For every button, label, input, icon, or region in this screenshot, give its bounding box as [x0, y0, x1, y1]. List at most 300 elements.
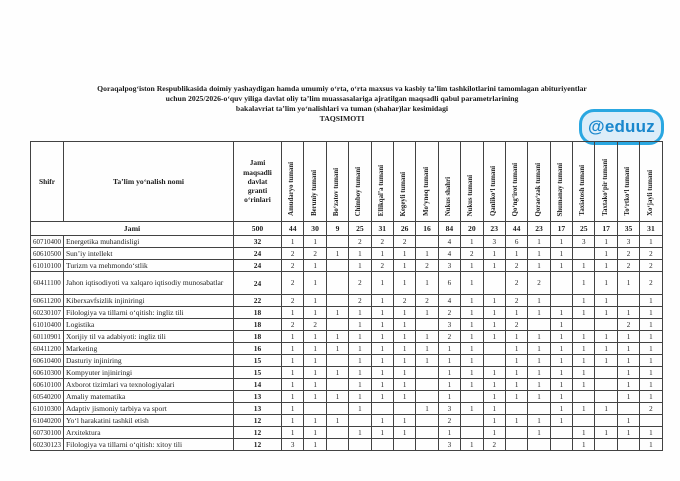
grant-count-cell: 1	[550, 379, 572, 391]
grant-count-cell: 2	[282, 260, 304, 272]
eduuz-badge	[579, 109, 664, 145]
program-name-cell: Turizm va mehmondo‘stlik	[64, 260, 234, 272]
program-total-cell: 24	[234, 272, 282, 295]
grant-count-cell: 1	[461, 272, 483, 295]
grant-count-cell: 2	[282, 295, 304, 307]
grant-count-cell: 1	[438, 427, 460, 439]
grant-count-cell: 1	[416, 343, 438, 355]
district-column-header	[505, 142, 527, 222]
grant-count-cell	[617, 439, 639, 451]
grant-count-cell: 6	[438, 272, 460, 295]
grant-count-cell	[393, 403, 415, 415]
grant-count-cell	[326, 319, 348, 331]
program-total-cell: 22	[234, 295, 282, 307]
grant-count-cell: 1	[282, 367, 304, 379]
grant-count-cell: 1	[528, 415, 550, 427]
grant-count-cell: 1	[349, 248, 371, 260]
grant-count-cell: 3	[438, 403, 460, 415]
program-row	[31, 295, 663, 307]
grant-count-cell: 2	[416, 295, 438, 307]
grant-count-cell: 1	[505, 307, 527, 319]
summary-district-total: 30	[304, 222, 326, 236]
program-total-cell: 13	[234, 403, 282, 415]
program-name-cell: Amaliy matematika	[64, 391, 234, 403]
grant-count-cell: 1	[304, 355, 326, 367]
program-row	[31, 367, 663, 379]
grant-count-cell: 1	[550, 248, 572, 260]
district-header-label: Ellikqal’a tumani	[377, 164, 385, 216]
district-header-label: Nukus shahri	[445, 176, 453, 216]
grant-count-cell: 1	[371, 367, 393, 379]
grant-count-cell	[550, 439, 572, 451]
grant-count-cell: 2	[282, 319, 304, 331]
grant-count-cell: 1	[304, 415, 326, 427]
grant-count-cell: 1	[483, 331, 505, 343]
grant-count-cell	[528, 439, 550, 451]
program-row	[31, 236, 663, 248]
district-column-header	[617, 142, 639, 222]
district-header-label: Taxtako‘pir tumani	[601, 159, 609, 216]
program-total-cell: 24	[234, 260, 282, 272]
district-header-label: Qorao‘zak tumani	[534, 162, 542, 216]
grant-count-cell: 1	[349, 427, 371, 439]
grant-count-cell: 1	[617, 355, 639, 367]
grant-count-cell: 1	[416, 248, 438, 260]
grant-count-cell	[505, 427, 527, 439]
grant-count-cell	[550, 295, 572, 307]
grant-count-cell: 1	[461, 295, 483, 307]
summary-district-total: 35	[617, 222, 639, 236]
grant-count-cell	[595, 319, 617, 331]
program-code-cell: 60710400	[31, 236, 64, 248]
program-total-cell: 15	[234, 367, 282, 379]
grant-count-cell	[617, 295, 639, 307]
grant-count-cell: 1	[461, 236, 483, 248]
grant-count-cell: 3	[438, 260, 460, 272]
grant-count-cell	[461, 415, 483, 427]
grant-count-cell: 2	[438, 307, 460, 319]
grant-count-cell: 3	[483, 236, 505, 248]
grant-count-cell: 1	[393, 343, 415, 355]
grant-count-cell: 2	[640, 260, 662, 272]
district-header-label: Nukus tumani	[467, 174, 475, 216]
grant-count-cell: 1	[304, 367, 326, 379]
grant-count-cell: 1	[326, 248, 348, 260]
grant-count-cell: 1	[617, 307, 639, 319]
program-total-cell: 12	[234, 415, 282, 427]
grant-count-cell: 1	[349, 355, 371, 367]
summary-district-total: 17	[595, 222, 617, 236]
grant-count-cell: 1	[438, 355, 460, 367]
grant-count-cell: 2	[640, 403, 662, 415]
grant-count-cell: 1	[550, 331, 572, 343]
grant-count-cell	[595, 379, 617, 391]
distribution-table	[30, 141, 663, 451]
grant-count-cell: 2	[349, 236, 371, 248]
district-header-label: Kegeyli tumani	[400, 171, 408, 216]
grant-count-cell: 1	[550, 403, 572, 415]
grant-count-cell: 1	[304, 295, 326, 307]
grant-count-cell: 1	[438, 391, 460, 403]
district-column-header	[640, 142, 662, 222]
district-column-header	[371, 142, 393, 222]
grant-count-cell: 1	[393, 248, 415, 260]
grant-count-cell: 1	[393, 427, 415, 439]
grant-count-cell: 1	[573, 367, 595, 379]
grant-count-cell: 1	[371, 272, 393, 295]
district-header-label: To‘rtko‘l tumani	[624, 167, 632, 216]
summary-district-total: 31	[640, 222, 662, 236]
program-row	[31, 427, 663, 439]
program-name-cell: Sun’iy intellekt	[64, 248, 234, 260]
name-column-header: Ta’lim yo‘nalish nomi	[64, 142, 234, 222]
grant-count-cell: 1	[528, 355, 550, 367]
grant-count-cell: 1	[617, 379, 639, 391]
grant-count-cell: 1	[326, 307, 348, 319]
grant-count-cell	[595, 367, 617, 379]
grant-count-cell: 1	[416, 331, 438, 343]
grant-count-cell: 1	[371, 427, 393, 439]
district-column-header	[573, 142, 595, 222]
grant-count-cell	[349, 439, 371, 451]
grant-count-cell: 1	[304, 272, 326, 295]
grant-count-cell: 1	[595, 272, 617, 295]
grant-count-cell	[595, 439, 617, 451]
grant-count-cell: 1	[461, 331, 483, 343]
grant-count-cell	[483, 355, 505, 367]
grant-count-cell	[595, 415, 617, 427]
grant-count-cell: 1	[416, 272, 438, 295]
grant-count-cell: 1	[282, 427, 304, 439]
program-total-cell: 15	[234, 355, 282, 367]
grant-count-cell: 1	[282, 343, 304, 355]
grant-count-cell	[573, 391, 595, 403]
grant-count-cell: 1	[617, 415, 639, 427]
summary-label: Jami	[31, 222, 234, 236]
summary-row	[31, 222, 663, 236]
title-line-3: bakalavriat ta’lim yo‘nalishlari va tuman (shahar)lar kesimidagi	[235, 104, 449, 113]
grant-count-cell: 1	[640, 331, 662, 343]
grant-count-cell: 1	[461, 439, 483, 451]
program-row	[31, 331, 663, 343]
grant-count-cell: 2	[438, 331, 460, 343]
grant-count-cell	[505, 403, 527, 415]
summary-district-total: 17	[550, 222, 572, 236]
grant-count-cell: 1	[528, 307, 550, 319]
grant-count-cell: 1	[304, 379, 326, 391]
grant-count-cell: 1	[528, 331, 550, 343]
grant-count-cell: 1	[461, 260, 483, 272]
grant-count-cell: 1	[483, 379, 505, 391]
grant-count-cell: 1	[393, 260, 415, 272]
document-title	[38, 84, 646, 124]
grant-count-cell: 1	[640, 439, 662, 451]
grant-count-cell: 2	[282, 272, 304, 295]
grant-count-cell: 2	[393, 295, 415, 307]
program-code-cell: 60411100	[31, 272, 64, 295]
district-header-label: Taxiatosh tumani	[579, 165, 587, 216]
grant-count-cell	[416, 439, 438, 451]
grant-count-cell: 1	[461, 403, 483, 415]
grant-count-cell: 1	[595, 260, 617, 272]
grant-count-cell: 2	[505, 295, 527, 307]
grant-count-cell: 1	[393, 391, 415, 403]
grant-count-cell: 1	[304, 331, 326, 343]
grant-count-cell	[371, 403, 393, 415]
grant-count-cell: 1	[438, 379, 460, 391]
grant-count-cell	[326, 295, 348, 307]
grant-count-cell: 1	[595, 236, 617, 248]
grant-count-cell: 1	[595, 355, 617, 367]
district-column-header	[438, 142, 460, 222]
grant-count-cell: 1	[528, 427, 550, 439]
summary-district-total: 26	[393, 222, 415, 236]
district-column-header	[461, 142, 483, 222]
program-total-cell: 13	[234, 391, 282, 403]
program-row	[31, 355, 663, 367]
program-total-cell: 18	[234, 319, 282, 331]
program-row	[31, 272, 663, 295]
grant-count-cell: 1	[505, 379, 527, 391]
table-header-row	[31, 142, 663, 222]
grant-count-cell: 1	[326, 343, 348, 355]
grant-count-cell: 1	[371, 331, 393, 343]
grant-count-cell: 1	[573, 272, 595, 295]
grant-count-cell	[550, 272, 572, 295]
grant-count-cell: 1	[573, 439, 595, 451]
grant-count-cell: 1	[304, 307, 326, 319]
grant-count-cell: 1	[349, 379, 371, 391]
grant-count-cell: 2	[438, 415, 460, 427]
grant-count-cell: 2	[349, 272, 371, 295]
grant-count-cell: 3	[573, 236, 595, 248]
grant-count-cell: 2	[483, 439, 505, 451]
program-name-cell: Arxitektura	[64, 427, 234, 439]
grant-count-cell: 4	[438, 236, 460, 248]
summary-district-total: 20	[461, 222, 483, 236]
grant-count-cell: 2	[461, 248, 483, 260]
grant-count-cell: 1	[640, 427, 662, 439]
grant-count-cell: 2	[505, 319, 527, 331]
grant-count-cell: 1	[483, 391, 505, 403]
district-column-header	[528, 142, 550, 222]
grant-count-cell: 1	[505, 391, 527, 403]
title-line-2: uchun 2025/2026-o‘quv yiliga davlat oliy ta’lim muassasalariga ajratilgan maqsadli qabul parametrlarining	[165, 94, 519, 103]
grant-count-cell: 1	[640, 367, 662, 379]
grant-count-cell: 1	[438, 367, 460, 379]
grant-count-cell: 1	[371, 391, 393, 403]
grant-count-cell: 2	[617, 260, 639, 272]
district-header-label: Qanliko‘l tumani	[489, 165, 497, 216]
grant-count-cell: 1	[461, 355, 483, 367]
grant-count-cell: 1	[326, 391, 348, 403]
grant-count-cell: 1	[371, 307, 393, 319]
program-code-cell: 60540200	[31, 391, 64, 403]
grant-count-cell	[483, 343, 505, 355]
program-row	[31, 343, 663, 355]
grant-count-cell: 1	[550, 343, 572, 355]
grant-count-cell: 1	[326, 367, 348, 379]
program-code-cell: 60230123	[31, 439, 64, 451]
program-total-cell: 12	[234, 439, 282, 451]
grant-count-cell: 1	[483, 403, 505, 415]
grant-count-cell: 1	[393, 355, 415, 367]
grant-count-cell	[528, 403, 550, 415]
district-column-header	[304, 142, 326, 222]
grant-count-cell: 1	[595, 331, 617, 343]
grant-count-cell	[573, 319, 595, 331]
grant-count-cell	[326, 379, 348, 391]
program-code-cell: 61040200	[31, 415, 64, 427]
grant-count-cell	[371, 439, 393, 451]
grant-count-cell	[573, 248, 595, 260]
grant-count-cell: 1	[461, 343, 483, 355]
grant-count-cell: 1	[640, 319, 662, 331]
title-line-1: Qoraqalpog‘iston Respublikasida doimiy yashaydigan hamda umumiy o‘rta, o‘rta maxsus va kasbiy ta’lim tashkilotlarini tamomlagan abituriyentlar	[97, 84, 587, 93]
grant-count-cell: 1	[393, 379, 415, 391]
grant-count-cell: 1	[550, 355, 572, 367]
grant-count-cell: 1	[349, 319, 371, 331]
district-header-label: Shumanay tumani	[556, 162, 564, 216]
grant-count-cell: 1	[550, 307, 572, 319]
grant-count-cell: 6	[505, 236, 527, 248]
program-row	[31, 248, 663, 260]
grant-count-cell	[595, 391, 617, 403]
grant-count-cell: 1	[393, 307, 415, 319]
grant-count-cell	[640, 415, 662, 427]
grant-count-cell	[416, 427, 438, 439]
grant-count-cell: 1	[416, 355, 438, 367]
district-header-label: Xo‘jayli tumani	[646, 170, 654, 216]
program-code-cell: 60611200	[31, 295, 64, 307]
grant-count-cell: 1	[349, 331, 371, 343]
grant-count-cell: 1	[483, 319, 505, 331]
program-code-cell: 60411200	[31, 343, 64, 355]
grant-count-cell: 1	[326, 331, 348, 343]
grant-count-cell: 1	[505, 248, 527, 260]
grant-count-cell: 1	[505, 343, 527, 355]
program-code-cell: 60610500	[31, 248, 64, 260]
program-name-cell: Jahon iqtisodiyoti va xalqaro iqtisodiy munosabatlar	[64, 272, 234, 295]
program-name-cell: Filologiya va tillarni o‘qitish: ingliz tili	[64, 307, 234, 319]
grant-count-cell: 1	[282, 355, 304, 367]
grant-count-cell: 1	[595, 307, 617, 319]
grant-count-cell: 1	[349, 343, 371, 355]
grant-count-cell: 1	[304, 439, 326, 451]
grant-count-cell: 2	[640, 248, 662, 260]
grant-count-cell	[528, 319, 550, 331]
district-header-label: Beruniy tumani	[310, 170, 318, 216]
grant-count-cell: 1	[304, 236, 326, 248]
district-column-header	[349, 142, 371, 222]
grant-count-cell: 1	[595, 343, 617, 355]
grant-count-cell: 1	[371, 343, 393, 355]
grant-count-cell: 1	[349, 307, 371, 319]
grant-count-cell: 3	[282, 439, 304, 451]
program-name-cell: Logistika	[64, 319, 234, 331]
grant-count-cell: 1	[505, 415, 527, 427]
grant-count-cell: 1	[573, 331, 595, 343]
grant-count-cell: 2	[505, 272, 527, 295]
program-code-cell: 61010400	[31, 319, 64, 331]
grant-count-cell: 1	[483, 427, 505, 439]
grant-count-cell	[326, 439, 348, 451]
grant-count-cell: 1	[505, 355, 527, 367]
grant-count-cell	[349, 415, 371, 427]
grant-count-cell: 1	[326, 415, 348, 427]
program-code-cell: 60610300	[31, 367, 64, 379]
grant-count-cell	[416, 319, 438, 331]
district-column-header	[416, 142, 438, 222]
grant-count-cell: 2	[371, 236, 393, 248]
grant-count-cell	[461, 391, 483, 403]
shifr-column-header: Shifr	[31, 142, 64, 222]
grant-count-cell	[326, 403, 348, 415]
grant-count-cell: 1	[483, 260, 505, 272]
grant-count-cell: 1	[640, 295, 662, 307]
grant-count-cell	[416, 367, 438, 379]
grant-count-cell: 1	[304, 427, 326, 439]
program-name-cell: Axborot tizimlari va texnologiyalari	[64, 379, 234, 391]
grant-count-cell: 1	[349, 260, 371, 272]
district-header-label: Qo‘ng‘irot tumani	[512, 162, 520, 216]
grant-count-cell: 1	[550, 415, 572, 427]
grant-count-cell: 1	[349, 367, 371, 379]
program-total-cell: 12	[234, 427, 282, 439]
program-code-cell: 60230107	[31, 307, 64, 319]
program-total-cell: 18	[234, 307, 282, 319]
summary-district-total: 23	[483, 222, 505, 236]
grant-count-cell	[505, 439, 527, 451]
grant-count-cell: 2	[371, 260, 393, 272]
district-header-label: Bo‘zatov tumani	[333, 167, 341, 216]
program-row	[31, 403, 663, 415]
grant-count-cell: 1	[304, 343, 326, 355]
eduuz-badge-label: @eduuz	[588, 117, 655, 136]
program-name-cell: Kiberxavfsizlik injiniringi	[64, 295, 234, 307]
summary-district-total: 25	[573, 222, 595, 236]
grant-count-cell: 1	[371, 295, 393, 307]
grant-count-cell: 1	[617, 343, 639, 355]
grant-count-cell: 1	[461, 319, 483, 331]
grant-count-cell: 1	[640, 391, 662, 403]
grant-count-cell: 1	[393, 331, 415, 343]
district-header-label: Chimboy tumani	[355, 166, 363, 216]
grant-count-cell: 1	[528, 260, 550, 272]
grant-count-cell: 2	[640, 272, 662, 295]
grant-count-cell: 1	[617, 391, 639, 403]
grant-count-cell: 1	[282, 331, 304, 343]
grant-count-cell: 2	[505, 260, 527, 272]
grant-count-cell	[326, 427, 348, 439]
grant-count-cell: 1	[483, 367, 505, 379]
grant-count-cell: 2	[304, 248, 326, 260]
grant-count-cell: 1	[483, 307, 505, 319]
grant-count-cell: 1	[461, 379, 483, 391]
grant-count-cell: 1	[461, 307, 483, 319]
program-code-cell: 61010100	[31, 260, 64, 272]
grant-count-cell	[461, 427, 483, 439]
program-name-cell: Dasturiy injiniring	[64, 355, 234, 367]
program-name-cell: Energetika muhandisligi	[64, 236, 234, 248]
grant-count-cell: 1	[595, 295, 617, 307]
summary-district-total: 44	[505, 222, 527, 236]
grant-count-cell: 1	[304, 260, 326, 272]
total-column-header: Jami maqsadli davlat granti o‘rinlari	[234, 142, 282, 222]
grant-count-cell	[416, 415, 438, 427]
district-column-header	[483, 142, 505, 222]
program-row	[31, 260, 663, 272]
